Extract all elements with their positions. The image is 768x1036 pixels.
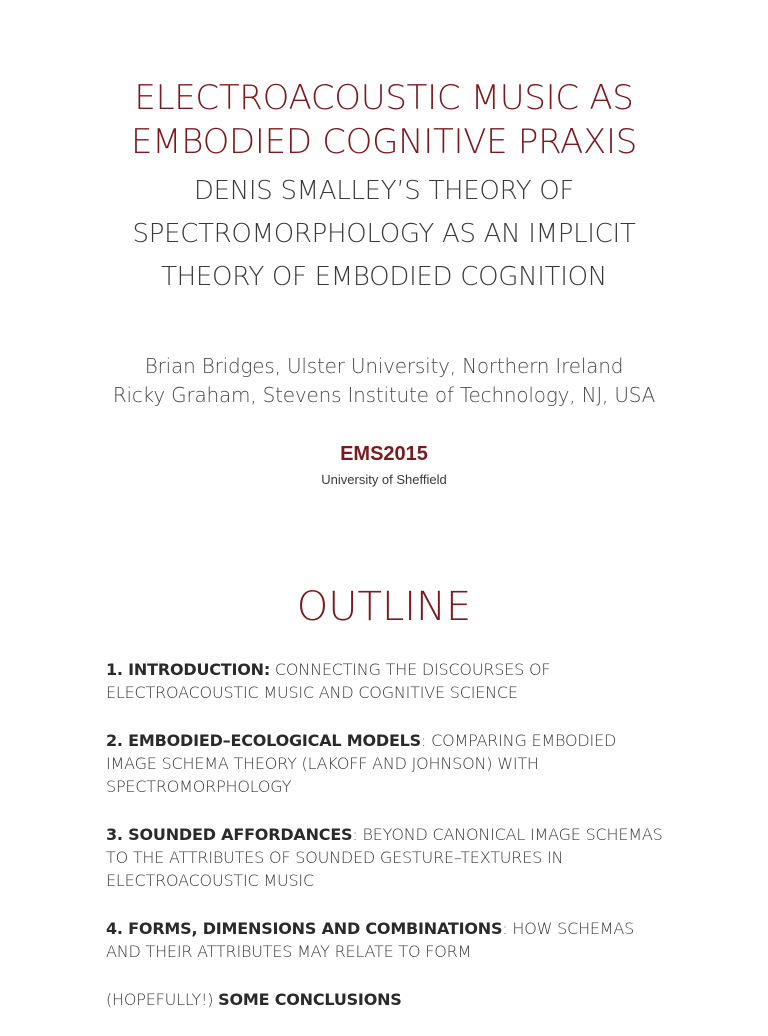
outline-item-heading: 3. SOUNDED AFFORDANCES xyxy=(106,825,353,844)
authors xyxy=(0,352,768,410)
presentation-title xyxy=(0,76,768,164)
outline-item-text: CONNECTING THE DISCOURSES OF ELECTROACOUSTIC MUSIC AND COGNITIVE SCIENCE xyxy=(106,660,551,702)
outline-title: OUTLINE xyxy=(296,584,472,630)
author-2: Ricky Graham, Stevens Institute of Technology, NJ, USA xyxy=(112,383,656,407)
subtitle-line-3: THEORY OF EMBODIED COGNITION xyxy=(161,262,607,292)
outline-slide xyxy=(0,512,768,1024)
outline-list xyxy=(106,658,666,1036)
outline-item-4 xyxy=(106,917,666,963)
outline-item-5 xyxy=(106,988,666,1011)
outline-item-heading: 2. EMBODIED–ECOLOGICAL MODELS xyxy=(106,731,422,750)
outline-item-prefix: (HOPEFULLY!) xyxy=(106,990,219,1009)
outline-item-2 xyxy=(106,729,666,798)
author-1: Brian Bridges, Ulster University, Northern Ireland xyxy=(144,354,624,378)
title-line-2: EMBODIED COGNITIVE PRAXIS xyxy=(131,122,637,162)
outline-item-3 xyxy=(106,823,666,892)
outline-item-heading: SOME CONCLUSIONS xyxy=(218,990,402,1009)
outline-item-1 xyxy=(106,658,666,704)
outline-item-heading: 1. INTRODUCTION: xyxy=(106,660,271,679)
outline-item-text: : HOW SCHEMAS AND THEIR ATTRIBUTES MAY RELATE TO FORM xyxy=(106,919,635,961)
subtitle-line-1: DENIS SMALLEY’S THEORY OF xyxy=(193,176,575,206)
subtitle-line-2: SPECTROMORPHOLOGY AS AN IMPLICIT xyxy=(132,219,636,249)
outline-item-text: : COMPARING EMBODIED IMAGE SCHEMA THEORY (LAKOFF AND JOHNSON) WITH SPECTROMORPHOLOGY xyxy=(106,731,617,796)
title-slide xyxy=(0,0,768,512)
outline-item-heading: 4. FORMS, DIMENSIONS AND COMBINATIONS xyxy=(106,919,503,938)
title-line-1: ELECTROACOUSTIC MUSIC AS xyxy=(134,78,634,118)
event-name: EMS2015 xyxy=(340,443,428,465)
event-venue: University of Sheffield xyxy=(321,472,447,487)
presentation-subtitle xyxy=(0,170,768,299)
outline-item-text: : BEYOND CANONICAL IMAGE SCHEMAS TO THE ATTRIBUTES OF SOUNDED GESTURE–TEXTURES IN ELECTROACOUSTIC MUSIC xyxy=(106,825,663,890)
